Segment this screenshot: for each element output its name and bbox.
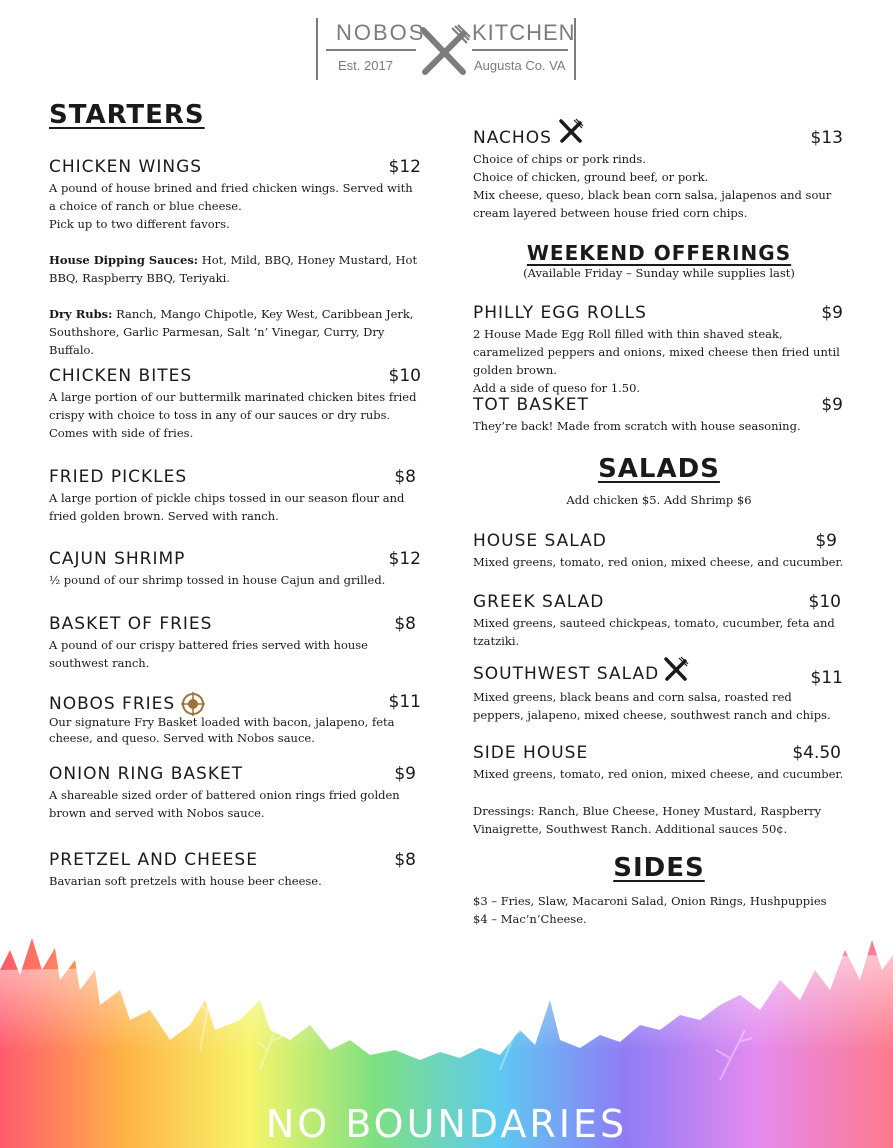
- dry-rubs: [49, 305, 421, 359]
- dry-rubs-list: Ranch, Mango Chipotle, Key West, Caribbean Jerk, Southshore, Garlic Parmesan, Salt ‘n’ Vinegar, Curry, Dry Buffalo.: [49, 307, 414, 357]
- item-note: Add a side of queso for 1.50.: [473, 381, 641, 395]
- item-name: SIDE HOUSE: [473, 743, 589, 763]
- logo-name-left: NOBOS: [336, 20, 426, 45]
- menu-item-fried-pickles: [49, 467, 421, 525]
- footer-slogan: NO BOUNDARIES: [265, 1102, 628, 1146]
- sides-line: $4 – Mac’n’Cheese.: [473, 912, 587, 926]
- item-name: ONION RING BASKET: [49, 764, 244, 784]
- item-price: $9: [821, 395, 843, 415]
- menu-item-chicken-wings: [49, 157, 421, 359]
- item-name: PRETZEL AND CHEESE: [49, 850, 258, 870]
- item-name: HOUSE SALAD: [473, 531, 607, 551]
- sides-line: $3 – Fries, Slaw, Macaroni Salad, Onion Rings, Hushpuppies: [473, 894, 827, 908]
- item-description-line: Choice of chips or pork rinds.: [473, 152, 646, 166]
- menu-item-pretzel-and-cheese: [49, 850, 421, 890]
- starters-title: STARTERS: [49, 100, 205, 130]
- item-price: $8: [394, 614, 416, 634]
- item-name: CHICKEN WINGS: [49, 157, 203, 177]
- menu-item-greek-salad: [473, 592, 845, 650]
- item-name: CHICKEN BITES: [49, 366, 193, 386]
- item-price: $4.50: [792, 743, 841, 763]
- item-description: They’re back! Made from scratch with house seasoning.: [473, 419, 801, 433]
- item-description: Mixed greens, tomato, red onion, mixed cheese, and cucumber.: [473, 767, 844, 781]
- item-description: Mixed greens, black beans and corn salsa, roasted red peppers, jalapeno, mixed cheese, southwest ranch and chips.: [473, 690, 831, 722]
- item-name: FRIED PICKLES: [49, 467, 188, 487]
- item-description: Mixed greens, sauteed chickpeas, tomato, cucumber, feta and tzatziki.: [473, 616, 835, 648]
- item-name-text: NOBOS FRIES: [49, 694, 176, 714]
- logo-name-right: KITCHEN: [472, 20, 576, 45]
- item-name: [49, 692, 205, 716]
- item-price: $9: [394, 764, 416, 784]
- item-price: $9: [815, 531, 837, 551]
- fork-knife-icon: [417, 24, 471, 76]
- item-price: $9: [821, 303, 843, 323]
- weekend-offerings-note: (Available Friday – Sunday while supplies last): [523, 266, 795, 280]
- item-name: BASKET OF FRIES: [49, 614, 213, 634]
- sides-title: SIDES: [613, 853, 705, 883]
- item-price: $8: [394, 467, 416, 487]
- item-description-line: Mix cheese, queso, black bean corn salsa, jalapenos and sour cream layered between house fried corn chips.: [473, 188, 832, 220]
- item-price: $11: [810, 668, 843, 688]
- logo-rule-right: [472, 49, 568, 51]
- item-description: Bavarian soft pretzels with house beer cheese.: [49, 874, 322, 888]
- menu-item-onion-ring-basket: [49, 764, 421, 822]
- logo-bar-left: [316, 18, 318, 80]
- item-name: [473, 664, 689, 684]
- salads-note: Add chicken $5. Add Shrimp $6: [566, 493, 752, 507]
- footer-banner: [0, 930, 893, 1148]
- menu-item-cajun-shrimp: [49, 549, 421, 589]
- item-name: PHILLY EGG ROLLS: [473, 303, 647, 323]
- dry-rubs-label: Dry Rubs:: [49, 307, 113, 321]
- item-price: $12: [388, 157, 421, 177]
- item-name-text: NACHOS: [473, 128, 552, 148]
- item-name-text: SOUTHWEST SALAD: [473, 664, 660, 684]
- logo-established: Est. 2017: [338, 58, 393, 73]
- item-name: [473, 128, 584, 148]
- item-description: Mixed greens, tomato, red onion, mixed cheese, and cucumber.: [473, 555, 844, 569]
- item-price: $13: [810, 128, 843, 148]
- menu-item-side-house: [473, 743, 845, 783]
- item-description: Our signature Fry Basket loaded with bacon, jalapeno, feta cheese, and queso. Served with Nobos sauce.: [49, 715, 395, 745]
- item-description: A pound of our crispy battered fries served with house southwest ranch.: [49, 638, 368, 670]
- item-description: A large portion of pickle chips tossed in our season flour and fried golden brown. Served with ranch.: [49, 491, 405, 523]
- dipping-sauces: [49, 251, 421, 287]
- logo-location: Augusta Co. VA: [474, 58, 566, 73]
- item-name: GREEK SALAD: [473, 592, 605, 612]
- target-badge-icon: [181, 692, 205, 716]
- menu-item-southwest-salad: [473, 664, 845, 724]
- menu-item-nobos-fries: [49, 692, 421, 746]
- item-price: $10: [388, 366, 421, 386]
- menu-item-philly-egg-rolls: [473, 303, 845, 397]
- menu-item-house-salad: [473, 531, 845, 571]
- dressings-note: Dressings: Ranch, Blue Cheese, Honey Mustard, Raspberry Vinaigrette, Southwest Ranch. Additional sauces 50¢.: [473, 804, 822, 836]
- item-description: A large portion of our buttermilk marinated chicken bites fried crispy with choice to toss in any of our sauces or dry rubs. Comes with side of fries.: [49, 390, 417, 440]
- fork-knife-icon: [558, 118, 584, 144]
- item-description: ½ pound of our shrimp tossed in house Cajun and grilled.: [49, 573, 386, 587]
- item-description: 2 House Made Egg Roll filled with thin shaved steak, caramelized peppers and onions, mixed cheese then fried until golden brown.: [473, 327, 840, 377]
- item-price: $11: [388, 692, 421, 712]
- dipping-sauces-label: House Dipping Sauces:: [49, 253, 199, 267]
- dipping-sauces-list: Hot, Mild, BBQ, Honey Mustard, Hot BBQ, Raspberry BBQ, Teriyaki.: [49, 253, 418, 285]
- weekend-offerings-title: WEEKEND OFFERINGS: [526, 241, 792, 265]
- item-price: $12: [388, 549, 421, 569]
- menu-item-nachos: [473, 120, 845, 222]
- logo-rule-left: [326, 49, 416, 51]
- item-description: A pound of house brined and fried chicken wings. Served with a choice of ranch or blue cheese.: [49, 181, 413, 213]
- menu-item-basket-of-fries: [49, 614, 421, 672]
- item-price: $8: [394, 850, 416, 870]
- salads-title: SALADS: [598, 454, 720, 484]
- item-price: $10: [808, 592, 841, 612]
- item-name: TOT BASKET: [473, 395, 589, 415]
- item-description-line: Choice of chicken, ground beef, or pork.: [473, 170, 709, 184]
- menu-item-chicken-bites: [49, 366, 421, 442]
- item-description: A shareable sized order of battered onion rings fried golden brown and served with Nobos sauce.: [49, 788, 400, 820]
- item-note: Pick up to two different favors.: [49, 217, 230, 231]
- item-name: CAJUN SHRIMP: [49, 549, 186, 569]
- logo: [316, 16, 576, 82]
- fork-knife-icon: [663, 656, 689, 682]
- menu-item-tot-basket: [473, 395, 845, 435]
